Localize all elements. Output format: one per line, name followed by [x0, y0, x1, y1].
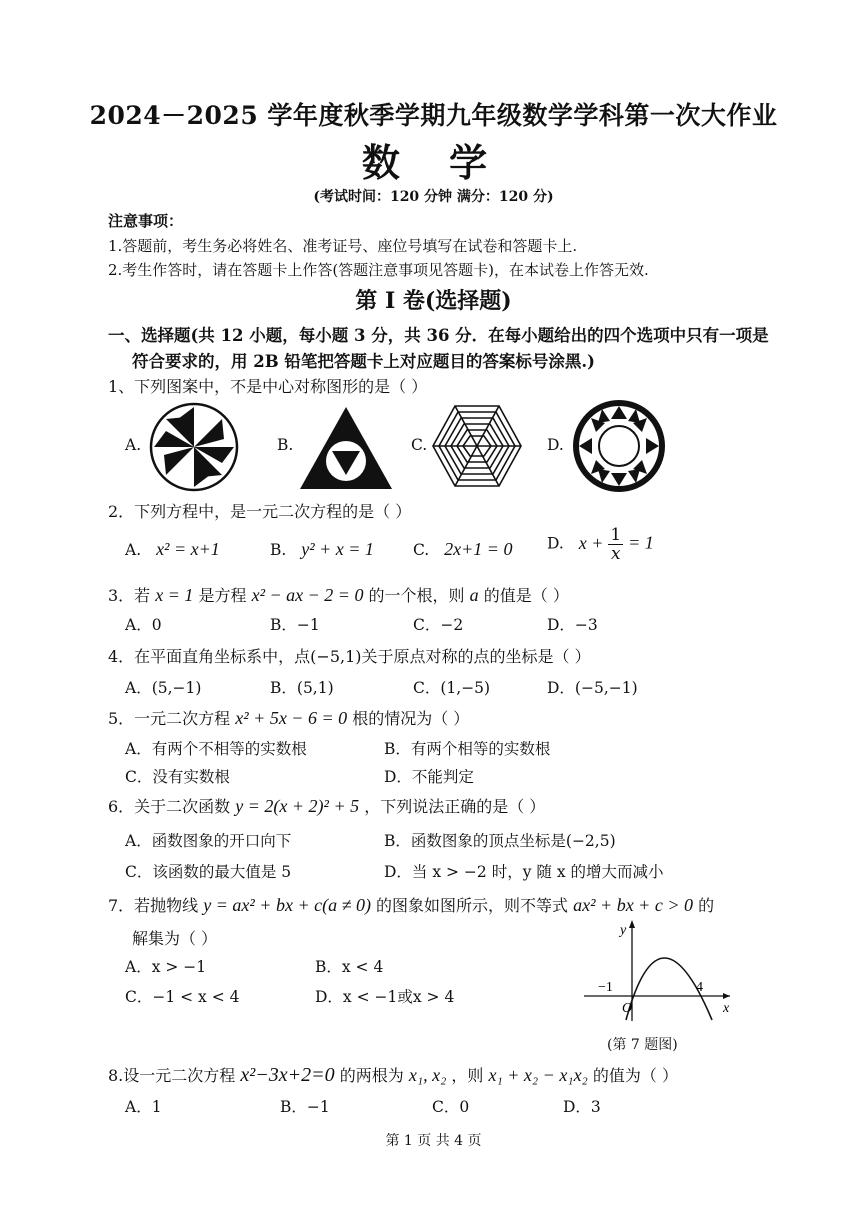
- q5-option-b[interactable]: B．有两个相等的实数根: [384, 740, 551, 758]
- exam-title: 2024－2025 学年度秋季学期九年级数学学科第一次大作业: [89, 101, 778, 130]
- q7-left-root-label: −1: [598, 980, 613, 995]
- q2-option-c-label: C.: [413, 541, 430, 559]
- q3-stem-part-c: 的一个根，则: [368, 586, 465, 605]
- notice-heading: 注意事项：: [108, 212, 184, 230]
- q6-option-b[interactable]: B．函数图象的顶点坐标是(−2,5): [384, 832, 616, 850]
- q7-option-c[interactable]: C．−1 < x < 4: [125, 988, 240, 1006]
- page-footer: 第 1 页 共 4 页: [385, 1133, 482, 1149]
- q4-option-c[interactable]: C．(1,−5): [413, 679, 491, 697]
- q7-x-axis-arrow: [723, 993, 730, 999]
- q7-stem-part-a: 7．若抛物线: [108, 896, 199, 915]
- q7-stem-part-b: 的图象如图所示，则不等式: [376, 896, 569, 915]
- q7-x-label: x: [723, 1001, 730, 1016]
- q1-label-b: B.: [277, 436, 294, 454]
- q3-option-a[interactable]: A．0: [125, 616, 162, 634]
- q7-figure-caption: (第 7 题图): [607, 1037, 678, 1053]
- q2-option-a[interactable]: [125, 539, 220, 560]
- subject-title: 数 学: [361, 140, 506, 185]
- q3-equation: x² − ax − 2 = 0: [251, 585, 364, 605]
- q2-option-b-eq: y² + x = 1: [301, 539, 374, 559]
- q6-equation: y = 2(x + 2)² + 5: [235, 796, 360, 816]
- q2-stem: 2．下列方程中，是一元二次方程的是（ ）: [108, 502, 412, 521]
- q6-stem: [108, 794, 545, 817]
- q6-stem-part-b: ，下列说法正确的是（ ）: [364, 797, 546, 816]
- q5-stem: [108, 706, 469, 729]
- q1-label-c: C.: [411, 436, 428, 454]
- part-one-heading-line1: 一、选择题(共 12 小题，每小题 3 分，共 36 分．在每小题给出的四个选项中只有一项是: [108, 326, 769, 345]
- q5-option-d[interactable]: D．不能判定: [384, 768, 474, 786]
- q2-fraction-numerator: 1: [610, 525, 622, 545]
- q5-equation: x² + 5x − 6 = 0: [235, 708, 348, 728]
- exam-time-info: (考试时间：120 分钟 满分：120 分): [313, 189, 554, 205]
- q5-stem-part-b: 根的情况为（ ）: [352, 709, 470, 728]
- q8-roots: x₁, x₂: [408, 1065, 447, 1085]
- q2-option-a-eq: x² = x+1: [156, 539, 220, 559]
- q2-option-d-fraction: [608, 526, 623, 563]
- q7-y-axis-arrow: [629, 920, 635, 928]
- q2-option-b-label: B.: [270, 541, 287, 559]
- q7-option-a[interactable]: A．x > −1: [125, 958, 207, 976]
- q4-stem: 4．在平面直角坐标系中，点(−5,1)关于原点对称的点的坐标是（ ）: [108, 647, 591, 666]
- q2-option-d-label: D.: [547, 534, 564, 553]
- q2-option-a-label: A.: [125, 541, 142, 559]
- q8-stem-part-c: ，则: [451, 1066, 484, 1085]
- notice-item-1: 1.答题前，考生务必将姓名、准考证号、座位号填写在试卷和答题卡上.: [108, 237, 578, 255]
- q6-option-c[interactable]: C．该函数的最大值是 5: [125, 863, 292, 881]
- q3-stem-part-d: 的值是（ ）: [483, 586, 569, 605]
- q2-option-b[interactable]: [270, 539, 374, 560]
- q2-option-d[interactable]: [547, 526, 654, 563]
- q8-stem-part-b: 的两根为: [339, 1066, 404, 1085]
- q8-stem: [108, 1063, 678, 1087]
- q7-inequality: ax² + bx + c > 0: [573, 895, 693, 915]
- q8-stem-part-d: 的值为（ ）: [592, 1066, 678, 1085]
- q1-figure-d-star-ring: [570, 397, 668, 495]
- q8-stem-part-a: 8.设一元二次方程: [108, 1066, 236, 1085]
- q8-option-a[interactable]: A．1: [125, 1098, 162, 1116]
- q5-option-a[interactable]: A．有两个不相等的实数根: [125, 740, 307, 758]
- q5-option-c[interactable]: C．没有实数根: [125, 768, 230, 786]
- q7-y-label: y: [620, 923, 627, 938]
- q7-option-b[interactable]: B．x < 4: [315, 958, 384, 976]
- q3-stem-part-b: 是方程: [198, 586, 247, 605]
- q8-expression: x₁ + x₂ − x₁x₂: [488, 1065, 588, 1085]
- q1-figure-c-hexagons: [432, 404, 522, 488]
- q3-stem: [108, 583, 569, 606]
- q1-figure-b-triangle-circle: [298, 405, 394, 491]
- q6-option-d[interactable]: D．当 x > −2 时，y 随 x 的增大而减小: [384, 863, 664, 881]
- q4-option-a[interactable]: A．(5,−1): [125, 679, 202, 697]
- notice-item-2: 2.考生作答时，请在答题卡上作答(答题注意事项见答题卡)，在本试卷上作答无效.: [108, 261, 649, 279]
- q7-stem-part-c: 的: [698, 896, 715, 915]
- section-title: 第 I 卷(选择题): [355, 288, 512, 314]
- q6-option-a[interactable]: A．函数图象的开口向下: [125, 832, 292, 850]
- q8-option-d[interactable]: D．3: [563, 1098, 601, 1116]
- q2-option-d-eq-right: = 1: [628, 532, 654, 553]
- q2-option-c-eq: 2x+1 = 0: [444, 539, 513, 559]
- q2-option-d-eq-left: x +: [578, 532, 604, 553]
- q3-option-d[interactable]: D．−3: [547, 616, 598, 634]
- q8-equation: x²−3x+2=0: [240, 1064, 335, 1086]
- q7-option-d[interactable]: D．x < −1或x > 4: [315, 988, 455, 1006]
- q1-stem: 1、下列图案中，不是中心对称图形的是（ ）: [108, 377, 428, 396]
- q2-option-c[interactable]: [413, 539, 512, 560]
- q7-stem: [108, 893, 714, 916]
- q1-figure-a-pinwheel: [148, 401, 240, 493]
- q6-stem-part-a: 6．关于二次函数: [108, 797, 231, 816]
- q1-label-d: D.: [547, 436, 564, 454]
- q5-stem-part-a: 5．一元二次方程: [108, 709, 231, 728]
- q3-stem-part-a: 3．若: [108, 586, 151, 605]
- q3-root-expression: x = 1: [155, 585, 194, 605]
- q1-label-a: A.: [125, 436, 142, 454]
- part-one-heading-line2: 符合要求的，用 2B 铅笔把答题卡上对应题目的答案标号涂黑.): [132, 352, 595, 371]
- q7-origin-label: O: [622, 1001, 633, 1016]
- q8-option-c[interactable]: C．0: [432, 1098, 470, 1116]
- q3-option-b[interactable]: B．−1: [270, 616, 320, 634]
- q7-stem-line2: 解集为（ ）: [132, 929, 218, 948]
- q7-parabola-graph: [580, 916, 740, 1026]
- q2-fraction-denominator: x: [610, 544, 621, 564]
- q7-parabola-equation: y = ax² + bx + c(a ≠ 0): [203, 895, 371, 915]
- q8-option-b[interactable]: B．−1: [280, 1098, 330, 1116]
- q7-right-root-label: 4: [696, 980, 703, 995]
- q3-option-c[interactable]: C．−2: [413, 616, 464, 634]
- q4-option-b[interactable]: B．(5,1): [270, 679, 334, 697]
- q4-option-d[interactable]: D．(−5,−1): [547, 679, 638, 697]
- q3-variable-a: a: [469, 585, 479, 605]
